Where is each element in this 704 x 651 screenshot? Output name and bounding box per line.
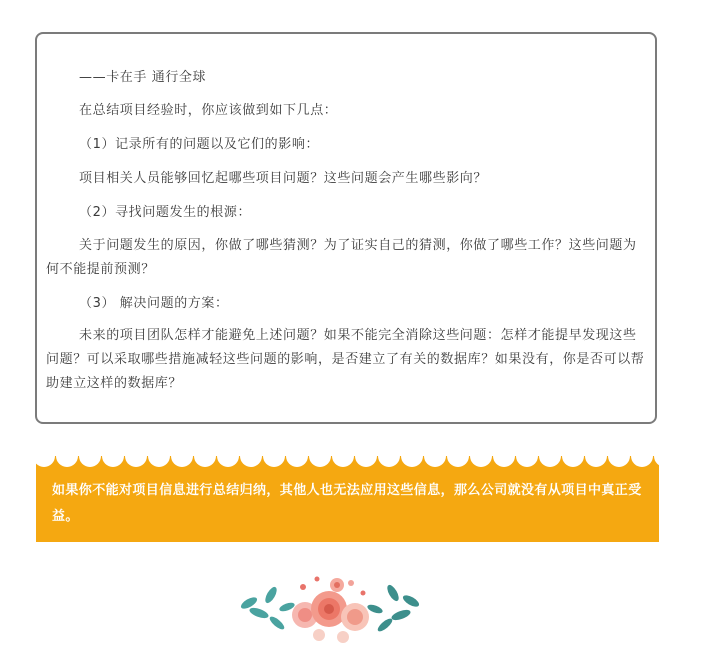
item-1-heading: （1）记录所有的问题以及它们的影响： <box>79 137 320 152</box>
intro-paragraph: 在总结项目经验时，你应该做到如下几点： <box>79 103 338 118</box>
item-2-heading: （2）寻找问题发生的根源： <box>79 205 252 220</box>
item-3-body: 未来的项目团队怎样才能避免上述问题？如果不能完全消除这些问题：怎样才能提早发现这些问题？可以采取哪些措施减轻这些问题的影响，是否建立了有关的数据库？如果没有，你是否可以帮助建立这样的数据库？ <box>46 328 645 391</box>
highlight-banner <box>36 456 659 542</box>
banner-text: 如果你不能对项目信息进行总结归纳，其他人也无法应用这些信息，那么公司就没有从项目中真正受益。 <box>52 483 642 524</box>
quote-box <box>35 32 657 424</box>
flower-garland-icon <box>225 565 435 651</box>
item-3-heading: （3） 解决问题的方案： <box>79 296 229 311</box>
signature-line: ——卡在手 通行全球 <box>79 70 207 85</box>
scallop-edge <box>36 456 659 470</box>
item-1-body: 项目相关人员能够回忆起哪些项目问题？这些问题会产生哪些影向？ <box>79 171 488 186</box>
item-2-body: 关于问题发生的原因，你做了哪些猜测？为了证实自己的猜测，你做了哪些工作？这些问题为何不能提前预测？ <box>46 238 637 277</box>
